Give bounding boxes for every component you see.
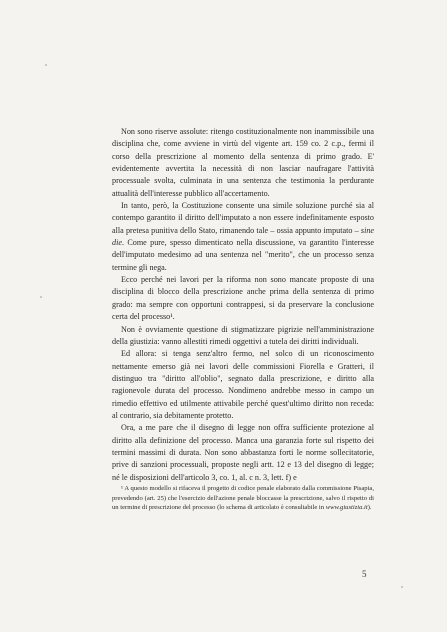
paragraph [112,200,374,274]
italic-phrase: sine die [112,225,374,248]
scan-speck [45,64,47,66]
paragraph: Ecco perché nei lavori per la riforma non sono mancate proposte di una disciplina di blocco della prescrizione anche prima della sentenza di primo grado: ma sempre con opportuni contrappesi, si da preservare la conclusione certa del processo¹. [112,275,374,322]
paragraph: Non è ovviamente questione di stigmatizzare pigrizie nell'amministrazione della giustizia: vanno allestiti rimedi oggettivi a tutela dei diritti individuali. [112,324,374,346]
paragraph: Ed allora: si tenga senz'altro fermo, nel solco di un riconoscimento nettamente emerso già nei lavori delle commissioni Fiorella e Gratteri, il distinguo tra "diritto all'oblio", segnato dalla prescrizione, e diritto alla ragionevole durata del processo. Nondimeno andrebbe messo in campo un rimedio effettivo ed utilmente attivabile perché quest'ultimo diritto non receda: al contrario, sia debitamente protetto. [112,349,374,420]
scan-speck [40,296,42,298]
body-text [112,126,374,484]
page-number: 5 [362,569,367,579]
paragraph: Non sono riserve assolute: ritengo costituzionalmente non inammissibile una disciplina che, come avviene in virtù del vigente art. 159 co. 2 c.p., fermi il corso della prescrizione al momento della sentenza di primo grado. E' evidentemente avvertita la necessità di non lasciar naufragare l'attività processuale svolta, culminata in una sentenza che testimonia la perdurante attualità dell'interesse pubblico all'accertamento. [112,127,374,198]
paragraph-text: . Come pure, spesso dimenticato nella discussione, va garantito l'interesse dell'imputato medesimo ad una sentenza nel "merito", che un processo senza termine gli nega. [112,238,374,272]
footnote-link: www.giustizia.it [325,504,368,512]
footnotes [112,484,374,513]
footnote-tail: ). [367,504,372,512]
scan-speck [401,586,403,588]
footnote-text: ¹ A questo modello si rifaceva il progetto di codice penale elaborato dalla commissione Pisapia, prevedendo (art. 25) che l'esercizio dell'azione penale bloccasse la prescrizione, salvo il rispetto di un termine di prescrizione del processo (lo schema di articolato è consultabile in [112,485,374,512]
paragraph: Ora, a me pare che il disegno di legge non offra sufficiente protezione al diritto alla definizione del processo. Manca una garanzia forte sul rispetto dei termini massimi di durata. Non sono abbastanza forti le norme sollecitatorie, prive di sanzioni processuali, proposte negli artt. 12 e 13 del disegno di legge; né le disposizioni dell'articolo 3, co. 1, al. c n. 3, lett. f) e [112,423,374,482]
paragraph-text: In tanto, però, la Costituzione consente una simile soluzione purché sia al contempo garantito il diritto dell'imputato a non essere indefinitamente esposto alla pretesa punitiva dello Stato, rimanendo tale – ossia appunto imputato – [112,201,374,235]
footnote [112,484,374,513]
